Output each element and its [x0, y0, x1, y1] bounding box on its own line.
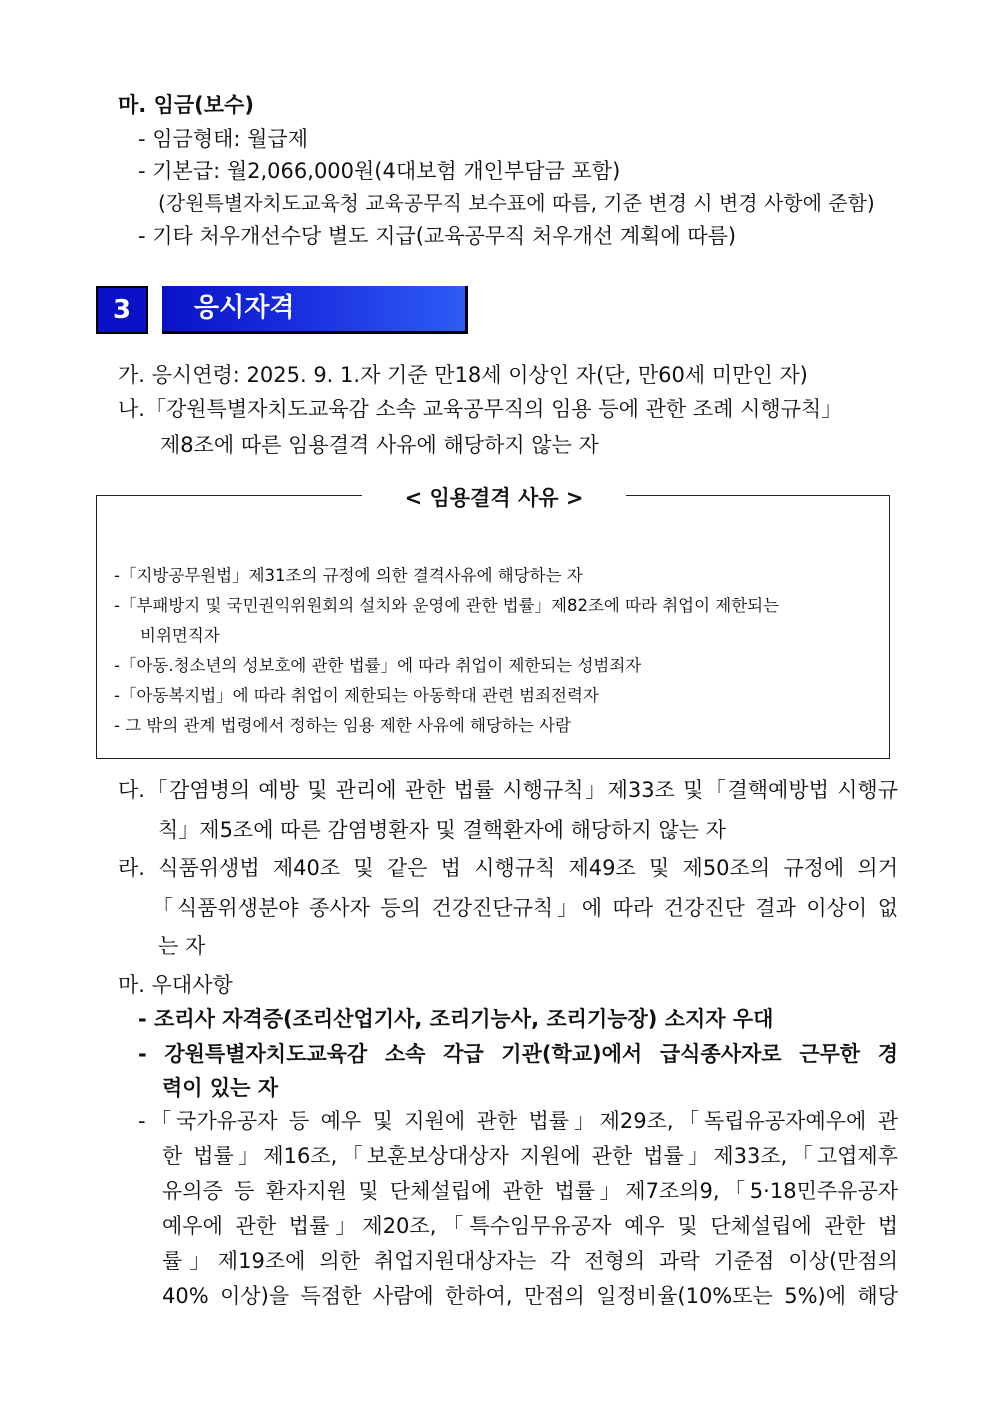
preference-item-experience-line1: - 강원특별자치도교육감 소속 각급 기관(학교)에서 급식종사자로 근무한 경 [138, 1042, 898, 1066]
qualification-da-line2: 칙」제5조에 따른 감염병환자 및 결핵환자에 해당하지 않는 자 [158, 818, 726, 842]
preference-item-experience-line2: 력이 있는 자 [162, 1076, 279, 1100]
preference-veterans-line: 40% 이상)을 득점한 사람에 한하여, 만점의 일정비율(10%또는 5%)에 해당 [162, 1284, 898, 1308]
preference-veterans-line: 예우에 관한 법률」제20조,「특수임무유공자 예우 및 단체설립에 관한 법 [162, 1214, 898, 1238]
disqualification-line: - 그 밖의 관계 법령에서 정하는 임용 제한 사유에 해당하는 사람 [114, 716, 571, 735]
base-pay-note: (강원특별자치도교육청 교육공무직 보수표에 따름, 기준 변경 시 변경 사항에 준함) [158, 191, 875, 215]
allowance-item: - 기타 처우개선수당 별도 지급(교육공무직 처우개선 계획에 따름) [138, 224, 737, 248]
disqualification-line: -「부패방지 및 국민권익위원회의 설치와 운영에 관한 법률」제82조에 따라 취업이 제한되는 [114, 596, 780, 615]
preference-item-certificate: - 조리사 자격증(조리산업기사, 조리기능사, 조리기능장) 소지자 우대 [138, 1007, 774, 1031]
disqualification-line: 비위면직자 [140, 626, 220, 645]
wage-section-title: 마. 임금(보수) [118, 93, 254, 117]
qualification-ra-line1: 라. 식품위생법 제40조 및 같은 법 시행규칙 제49조 및 제50조의 규정에 의거 [118, 856, 898, 880]
section-title-bar: 응시자격 [162, 286, 468, 334]
disqualification-box-title: < 임용결격 사유 > [362, 481, 626, 515]
qualification-ra-line3: 는 자 [158, 934, 206, 958]
preference-veterans-line: 유의증 등 환자지원 및 단체설립에 관한 법률」제7조의9,「5·18민주유공자 [162, 1179, 898, 1203]
section-number-badge: 3 [96, 286, 148, 334]
qualification-ra-line2: 「식품위생분야 종사자 등의 건강진단규칙」에 따라 건강진단 결과 이상이 없 [152, 896, 898, 920]
qualification-da-line1: 다.「감염병의 예방 및 관리에 관한 법률 시행규칙」제33조 및「결핵예방법 시행규 [118, 778, 898, 802]
base-pay-item: - 기본급: 월2,066,000원(4대보험 개인부담금 포함) [138, 159, 621, 183]
disqualification-line: -「아동복지법」에 따라 취업이 제한되는 아동학대 관련 범죄전력자 [114, 686, 599, 705]
preference-veterans-line: 한 법률」제16조,「보훈보상대상자 지원에 관한 법률」제33조,「고엽제후 [162, 1144, 898, 1168]
disqualification-line: -「아동.청소년의 성보호에 관한 법률」에 따라 취업이 제한되는 성범죄자 [114, 656, 642, 675]
qualification-na-line2: 제8조에 따른 임용결격 사유에 해당하지 않는 자 [160, 433, 599, 457]
qualification-age: 가. 응시연령: 2025. 9. 1.자 기준 만18세 이상인 자(단, 만60세 미만인 자) [118, 363, 808, 387]
wage-type-item: - 임금형태: 월급제 [138, 127, 309, 151]
qualification-na-line1: 나.「강원특별자치도교육감 소속 교육공무직의 임용 등에 관한 조례 시행규칙」 [118, 397, 843, 421]
preference-veterans-line: 률」제19조에 의한 취업지원대상자는 각 전형의 과락 기준점 이상(만점의 [162, 1249, 898, 1273]
preference-veterans-line: -「국가유공자 등 예우 및 지원에 관한 법률」제29조,「독립유공자예우에 관 [138, 1109, 898, 1133]
disqualification-line: -「지방공무원법」제31조의 규정에 의한 결격사유에 해당하는 자 [114, 566, 583, 585]
preference-title: 마. 우대사항 [118, 973, 233, 997]
